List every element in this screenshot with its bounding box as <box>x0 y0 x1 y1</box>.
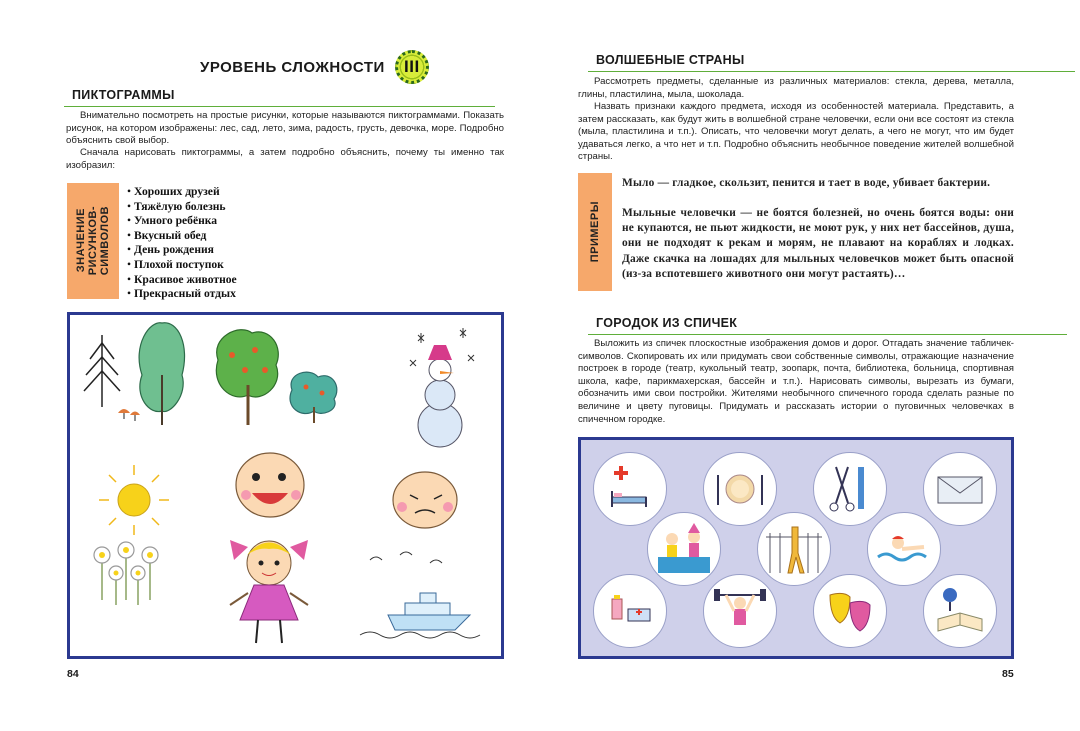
medicine-icon <box>594 575 666 647</box>
page-number-right: 85 <box>1002 668 1014 680</box>
symbol-list-item: • Хороших друзей <box>127 185 237 200</box>
right-page <box>540 0 1080 731</box>
sports-school-symbol <box>703 574 777 648</box>
symbol-list-item: • Красивое животное <box>127 273 237 288</box>
section-title-magic-countries: ВОЛШЕБНЫЕ СТРАНЫ <box>596 53 745 67</box>
bush-icon <box>290 372 337 423</box>
flowers-icon <box>94 542 158 605</box>
symbol-list-item: • Вкусный обед <box>127 229 237 244</box>
level-badge: III <box>395 50 429 84</box>
symbol-list-item: • День рождения <box>127 243 237 258</box>
symbol-list-item: • Умного ребёнка <box>127 214 237 229</box>
pharmacy-symbol <box>593 574 667 648</box>
symbol-list-item: • Плохой поступок <box>127 258 237 273</box>
library-symbol <box>923 574 997 648</box>
symbol-list-item: • Тяжёлую болезнь <box>127 200 237 215</box>
ship-icon <box>360 552 480 638</box>
theater-masks-icon <box>814 575 886 647</box>
level-heading <box>200 52 429 82</box>
book-lamp-icon <box>924 575 996 647</box>
symbols-meaning-tag <box>67 183 119 299</box>
symbols-frame <box>578 437 1014 659</box>
pictograms-paragraph-1: Внимательно посмотреть на простые рисунки, которые называются пиктограммами. Показать рисунок, на котором изображены: лес, сад, лето, зима, радость, грусть, девочка, море. Подробно объяснить свой выбор. <box>66 110 504 147</box>
symbols-list <box>127 185 237 302</box>
fir-tree-icon <box>84 335 120 407</box>
apple-tree-icon <box>216 330 278 425</box>
girl-icon <box>230 540 308 643</box>
symbols-meaning-label: ЗНАЧЕНИЕ РИСУНКОВ- СИМВОЛОВ <box>75 206 111 276</box>
weightlifter-icon <box>704 575 776 647</box>
deciduous-tree-icon <box>139 323 184 425</box>
pictograms-paragraph-2: Сначала нарисовать пиктограммы, а затем подробно объяснить, почему ты именно так изобразил: <box>66 147 504 171</box>
snowman-icon <box>410 328 474 447</box>
section-title-match-town: ГОРОДОК ИЗ СПИЧЕК <box>596 316 738 330</box>
mushroom-icon <box>118 409 140 421</box>
theater-symbol <box>813 574 887 648</box>
symbol-list-item: • Прекрасный отдых <box>127 287 237 302</box>
example-soap-people: Мыльные человечки — не боятся болезней, но очень боятся воды: они не купаются, не пьют жидкости, не моют рук, у них нет бассейнов, душа, они не подходят к рекам и морям, не плавают на кораблях и лодках. Даже скачка на лошадях для мыльных человечков может быть опасной (из-за вспотевшего животного они могут растаять)… <box>622 207 1014 280</box>
level-title: УРОВЕНЬ СЛОЖНОСТИ <box>200 58 385 76</box>
examples-label: ПРИМЕРЫ <box>589 201 601 263</box>
examples-tag <box>578 173 612 291</box>
sad-face-icon <box>393 472 457 528</box>
section-title-pictograms: ПИКТОГРАММЫ <box>72 88 175 102</box>
sun-icon <box>99 465 169 535</box>
match-town-paragraph: Выложить из спичек плоскостные изображения домов и дорог. Отгадать значение табличек-символов. Скопировать их или придумать свои собственные символы, отражающие назначение построек в городе (театр, кукольный театр, зоопарк, почта, библиотека, больница, спортивная школа, кафе, парикмахерская, бассейн и т.п.). Нарисовать символы, вырезать из бумаги, обозначить ими свои постройки. Жителями необычного спичечного города сделать разные по величине и цвету пуговицы. Придумать и рассказать истории о пуговичных человечках в спичечном городке. <box>578 338 1014 425</box>
example-soap: Мыло — гладкое, скользит, пенится и тает в воде, убивает бактерии. <box>622 177 991 189</box>
happy-face-icon <box>236 453 304 517</box>
magic-countries-paragraph-1: Рассмотреть предметы, сделанные из различных материалов: стекла, дерева, металла, глины, пластилина, мыла, шоколада. <box>578 76 1014 100</box>
pictograms-frame <box>67 312 504 659</box>
page-number-left: 84 <box>67 668 79 680</box>
pictograms-illustration <box>70 315 501 656</box>
magic-countries-paragraph-2: Назвать признаки каждого предмета, исходя из особенностей материала. Представить, а затем рассказать, как будут жить в волшебной стране человечки, если они все состоят из стекла (мыла, пластилина и т.п.). Описать, что человечки могут делать, а чего не могут, что им будет удаваться легко, а что нет и т.п. Подробно объяснить необычное поведение жителей волшебной страны. <box>578 101 1014 163</box>
